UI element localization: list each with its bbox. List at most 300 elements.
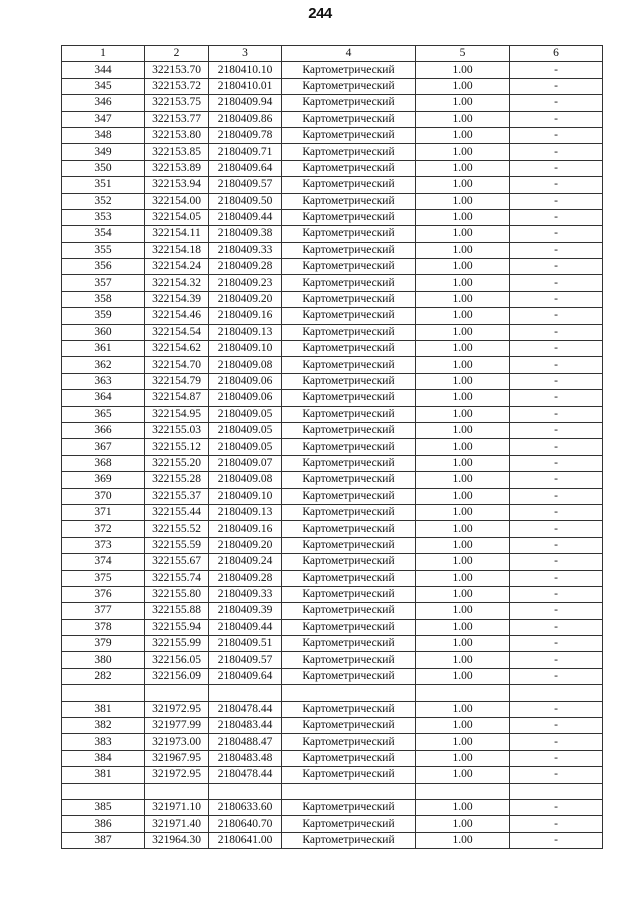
table-cell: - xyxy=(510,521,603,537)
table-cell: 348 xyxy=(62,127,145,143)
table-cell: 2180410.10 xyxy=(209,62,282,78)
table-cell: - xyxy=(510,750,603,766)
table-cell: 2180483.44 xyxy=(209,718,282,734)
table-cell: 1.00 xyxy=(416,406,510,422)
table-cell: 321967.95 xyxy=(145,750,209,766)
table-cell: Картометрический xyxy=(282,832,416,848)
table-cell: 322154.32 xyxy=(145,275,209,291)
table-row xyxy=(62,570,603,586)
table-row xyxy=(62,193,603,209)
table-row xyxy=(62,455,603,471)
table-cell: - xyxy=(510,406,603,422)
table-header-row xyxy=(62,46,603,62)
table-cell: 322155.52 xyxy=(145,521,209,537)
table-cell: 322154.95 xyxy=(145,406,209,422)
table-cell: 2180478.44 xyxy=(209,767,282,783)
table-cell: 383 xyxy=(62,734,145,750)
table-cell: 321964.30 xyxy=(145,832,209,848)
table-cell: 2180640.70 xyxy=(209,816,282,832)
table-cell: 2180641.00 xyxy=(209,832,282,848)
table-cell: 322156.09 xyxy=(145,668,209,684)
table-cell: 322153.75 xyxy=(145,95,209,111)
table-cell: 322154.62 xyxy=(145,341,209,357)
table-cell: 282 xyxy=(62,668,145,684)
table-cell: Картометрический xyxy=(282,816,416,832)
table-cell: Картометрический xyxy=(282,619,416,635)
table-cell: 2180409.10 xyxy=(209,488,282,504)
table-cell: 347 xyxy=(62,111,145,127)
table-row xyxy=(62,734,603,750)
table-cell xyxy=(62,685,145,701)
table-cell: 1.00 xyxy=(416,619,510,635)
table-cell: 322153.89 xyxy=(145,160,209,176)
table-cell: Картометрический xyxy=(282,308,416,324)
table-cell: 374 xyxy=(62,554,145,570)
table-cell: 1.00 xyxy=(416,521,510,537)
table-cell: - xyxy=(510,242,603,258)
table-cell: 2180409.06 xyxy=(209,390,282,406)
table-cell: Картометрический xyxy=(282,160,416,176)
table-cell: 1.00 xyxy=(416,127,510,143)
table-cell: Картометрический xyxy=(282,586,416,602)
table-row xyxy=(62,127,603,143)
table-row xyxy=(62,422,603,438)
table-cell: 322155.94 xyxy=(145,619,209,635)
table-cell: Картометрический xyxy=(282,636,416,652)
table-cell: 2180409.39 xyxy=(209,603,282,619)
table-cell: Картометрический xyxy=(282,734,416,750)
table-cell: 1.00 xyxy=(416,78,510,94)
table-cell: 2180409.08 xyxy=(209,472,282,488)
column-header: 5 xyxy=(416,46,510,62)
table-cell: 322156.05 xyxy=(145,652,209,668)
table-cell: - xyxy=(510,373,603,389)
table-cell: 1.00 xyxy=(416,603,510,619)
table-cell: - xyxy=(510,127,603,143)
table-cell xyxy=(416,685,510,701)
table-cell: 322154.39 xyxy=(145,291,209,307)
table-cell: 2180409.94 xyxy=(209,95,282,111)
table-cell: - xyxy=(510,718,603,734)
table-cell: 321972.95 xyxy=(145,701,209,717)
table-cell: 322154.46 xyxy=(145,308,209,324)
table-cell: 2180478.44 xyxy=(209,701,282,717)
table-cell: 1.00 xyxy=(416,750,510,766)
column-header: 4 xyxy=(282,46,416,62)
table-cell: 2180409.08 xyxy=(209,357,282,373)
table-cell: 1.00 xyxy=(416,357,510,373)
table-cell: 376 xyxy=(62,586,145,602)
table-cell: 1.00 xyxy=(416,439,510,455)
table-cell: 1.00 xyxy=(416,816,510,832)
table-cell: 358 xyxy=(62,291,145,307)
table-row xyxy=(62,275,603,291)
table-cell: 321977.99 xyxy=(145,718,209,734)
table-cell: 1.00 xyxy=(416,144,510,160)
table-cell: Картометрический xyxy=(282,259,416,275)
table-cell: - xyxy=(510,701,603,717)
table-cell: 1.00 xyxy=(416,324,510,340)
table-cell: 322155.99 xyxy=(145,636,209,652)
table-row xyxy=(62,816,603,832)
table-cell: Картометрический xyxy=(282,177,416,193)
table-cell: 1.00 xyxy=(416,767,510,783)
table-row xyxy=(62,259,603,275)
table-cell: - xyxy=(510,799,603,815)
table-cell: 2180409.05 xyxy=(209,422,282,438)
table-cell: 1.00 xyxy=(416,734,510,750)
table-cell: Картометрический xyxy=(282,406,416,422)
table-cell: 2180409.16 xyxy=(209,521,282,537)
table-cell: 1.00 xyxy=(416,832,510,848)
column-header: 3 xyxy=(209,46,282,62)
table-cell: 344 xyxy=(62,62,145,78)
table-cell: 361 xyxy=(62,341,145,357)
table-cell: 368 xyxy=(62,455,145,471)
table-cell: - xyxy=(510,455,603,471)
table-cell: 2180633.60 xyxy=(209,799,282,815)
table-row xyxy=(62,324,603,340)
table-cell: - xyxy=(510,308,603,324)
table-cell: 1.00 xyxy=(416,455,510,471)
table-cell: - xyxy=(510,209,603,225)
table-row xyxy=(62,209,603,225)
table-row xyxy=(62,488,603,504)
table-cell: 1.00 xyxy=(416,111,510,127)
table-cell: 322153.94 xyxy=(145,177,209,193)
table-cell: 352 xyxy=(62,193,145,209)
table-row xyxy=(62,78,603,94)
table-row xyxy=(62,144,603,160)
table-row xyxy=(62,226,603,242)
table-cell: 385 xyxy=(62,799,145,815)
table-cell: 357 xyxy=(62,275,145,291)
table-cell: 1.00 xyxy=(416,390,510,406)
table-row xyxy=(62,308,603,324)
table-cell: - xyxy=(510,472,603,488)
table-cell: 1.00 xyxy=(416,554,510,570)
table-cell: 2180409.20 xyxy=(209,537,282,553)
table-cell: Картометрический xyxy=(282,144,416,160)
table-cell: 2180409.16 xyxy=(209,308,282,324)
table-cell: 322155.44 xyxy=(145,504,209,520)
table-row xyxy=(62,783,603,799)
table-cell: 322153.80 xyxy=(145,127,209,143)
table-cell: 2180409.13 xyxy=(209,324,282,340)
table-cell: 322155.28 xyxy=(145,472,209,488)
table-cell: - xyxy=(510,554,603,570)
table-cell: Картометрический xyxy=(282,291,416,307)
table-cell: 322153.72 xyxy=(145,78,209,94)
table-cell: 2180409.28 xyxy=(209,570,282,586)
table-cell: - xyxy=(510,504,603,520)
table-cell: Картометрический xyxy=(282,341,416,357)
table-cell: - xyxy=(510,275,603,291)
table-cell: 321971.10 xyxy=(145,799,209,815)
table-cell: - xyxy=(510,144,603,160)
table-cell xyxy=(145,685,209,701)
table-cell: 2180409.86 xyxy=(209,111,282,127)
table-cell: 322154.70 xyxy=(145,357,209,373)
table-cell: 1.00 xyxy=(416,160,510,176)
table-cell: Картометрический xyxy=(282,603,416,619)
table-cell xyxy=(416,783,510,799)
table-cell: Картометрический xyxy=(282,537,416,553)
table-cell: 381 xyxy=(62,701,145,717)
table-cell: 354 xyxy=(62,226,145,242)
table-cell: Картометрический xyxy=(282,504,416,520)
table-cell: 363 xyxy=(62,373,145,389)
table-cell: - xyxy=(510,160,603,176)
table-cell: 378 xyxy=(62,619,145,635)
table-cell: 1.00 xyxy=(416,472,510,488)
table-cell: 387 xyxy=(62,832,145,848)
table-cell: - xyxy=(510,668,603,684)
table-cell: 322155.88 xyxy=(145,603,209,619)
table-cell: 381 xyxy=(62,767,145,783)
table-cell: - xyxy=(510,341,603,357)
table-row xyxy=(62,62,603,78)
table-row xyxy=(62,619,603,635)
table-cell: 2180409.64 xyxy=(209,160,282,176)
table-cell: - xyxy=(510,390,603,406)
column-header: 6 xyxy=(510,46,603,62)
table-cell: 1.00 xyxy=(416,570,510,586)
table-cell: 356 xyxy=(62,259,145,275)
table-cell: Картометрический xyxy=(282,668,416,684)
table-cell xyxy=(145,783,209,799)
table-cell: 2180409.07 xyxy=(209,455,282,471)
table-row xyxy=(62,537,603,553)
table-cell: 2180409.64 xyxy=(209,668,282,684)
table-cell: 379 xyxy=(62,636,145,652)
table-cell: Картометрический xyxy=(282,652,416,668)
table-cell: - xyxy=(510,62,603,78)
table-cell: 1.00 xyxy=(416,652,510,668)
table-cell: 1.00 xyxy=(416,291,510,307)
table-cell: 322153.77 xyxy=(145,111,209,127)
table-cell: 386 xyxy=(62,816,145,832)
table-cell: 1.00 xyxy=(416,275,510,291)
table-cell: - xyxy=(510,111,603,127)
table-row xyxy=(62,373,603,389)
table-cell: Картометрический xyxy=(282,62,416,78)
table-cell: 322154.11 xyxy=(145,226,209,242)
table-cell: 322155.59 xyxy=(145,537,209,553)
table-cell: 1.00 xyxy=(416,95,510,111)
table-cell: Картометрический xyxy=(282,242,416,258)
table-cell: - xyxy=(510,734,603,750)
table-cell: 365 xyxy=(62,406,145,422)
table-cell: 1.00 xyxy=(416,422,510,438)
table-cell: 1.00 xyxy=(416,308,510,324)
table-cell: 322155.80 xyxy=(145,586,209,602)
table-cell: - xyxy=(510,439,603,455)
table-cell: Картометрический xyxy=(282,750,416,766)
table-cell: 1.00 xyxy=(416,242,510,258)
table-row xyxy=(62,636,603,652)
table-cell: 2180409.71 xyxy=(209,144,282,160)
table-cell: 2180409.38 xyxy=(209,226,282,242)
table-cell: 2180409.57 xyxy=(209,177,282,193)
table-row xyxy=(62,111,603,127)
table-cell: 1.00 xyxy=(416,718,510,734)
table-cell: Картометрический xyxy=(282,95,416,111)
table-cell: 353 xyxy=(62,209,145,225)
table-cell: 366 xyxy=(62,422,145,438)
table-cell: Картометрический xyxy=(282,439,416,455)
table-cell: 377 xyxy=(62,603,145,619)
table-cell: - xyxy=(510,95,603,111)
table-cell: 355 xyxy=(62,242,145,258)
table-cell xyxy=(282,685,416,701)
table-cell xyxy=(62,783,145,799)
table-cell: 2180409.50 xyxy=(209,193,282,209)
table-cell: Картометрический xyxy=(282,78,416,94)
table-cell: Картометрический xyxy=(282,127,416,143)
table-row xyxy=(62,472,603,488)
table-cell: 2180483.48 xyxy=(209,750,282,766)
table-cell: 321972.95 xyxy=(145,767,209,783)
table-cell: Картометрический xyxy=(282,390,416,406)
table-cell: - xyxy=(510,78,603,94)
table-cell: Картометрический xyxy=(282,767,416,783)
table-cell: - xyxy=(510,537,603,553)
table-cell: 2180488.47 xyxy=(209,734,282,750)
table-cell: Картометрический xyxy=(282,701,416,717)
table-cell: 1.00 xyxy=(416,586,510,602)
table-row xyxy=(62,832,603,848)
table-cell: 367 xyxy=(62,439,145,455)
table-cell: Картометрический xyxy=(282,455,416,471)
table-cell: - xyxy=(510,816,603,832)
table-cell: 1.00 xyxy=(416,62,510,78)
table-cell: - xyxy=(510,636,603,652)
table-cell xyxy=(510,783,603,799)
table-cell: - xyxy=(510,291,603,307)
table-cell: 322154.87 xyxy=(145,390,209,406)
table-cell: - xyxy=(510,652,603,668)
table-cell xyxy=(282,783,416,799)
table-cell: 322154.18 xyxy=(145,242,209,258)
table-cell: 351 xyxy=(62,177,145,193)
table-cell: 1.00 xyxy=(416,177,510,193)
table-row xyxy=(62,799,603,815)
table-cell: Картометрический xyxy=(282,226,416,242)
table-cell: 345 xyxy=(62,78,145,94)
table-row xyxy=(62,439,603,455)
table-cell: - xyxy=(510,177,603,193)
table-cell: 322154.79 xyxy=(145,373,209,389)
table-cell: 1.00 xyxy=(416,488,510,504)
table-row xyxy=(62,406,603,422)
table-cell: 2180409.10 xyxy=(209,341,282,357)
table-cell: - xyxy=(510,226,603,242)
table-cell: 322154.24 xyxy=(145,259,209,275)
table-cell: Картометрический xyxy=(282,373,416,389)
table-cell: 2180410.01 xyxy=(209,78,282,94)
table-row xyxy=(62,718,603,734)
table-cell: 349 xyxy=(62,144,145,160)
table-cell: Картометрический xyxy=(282,554,416,570)
table-row xyxy=(62,242,603,258)
table-cell: Картометрический xyxy=(282,324,416,340)
table-cell: Картометрический xyxy=(282,193,416,209)
table-cell: 1.00 xyxy=(416,341,510,357)
table-cell: Картометрический xyxy=(282,422,416,438)
table-cell: 346 xyxy=(62,95,145,111)
table-cell: 384 xyxy=(62,750,145,766)
table-cell: 1.00 xyxy=(416,668,510,684)
table-row xyxy=(62,767,603,783)
table-cell: - xyxy=(510,488,603,504)
table-cell: 2180409.06 xyxy=(209,373,282,389)
table-cell: - xyxy=(510,603,603,619)
table-row xyxy=(62,357,603,373)
table-cell: 359 xyxy=(62,308,145,324)
table-cell xyxy=(510,685,603,701)
table-cell: - xyxy=(510,357,603,373)
table-row xyxy=(62,701,603,717)
table-row xyxy=(62,177,603,193)
coordinates-table xyxy=(61,45,603,849)
table-cell: 1.00 xyxy=(416,537,510,553)
page-number: 244 xyxy=(308,5,332,22)
table-cell: Картометрический xyxy=(282,488,416,504)
table-cell: Картометрический xyxy=(282,209,416,225)
table-cell: 364 xyxy=(62,390,145,406)
table-row xyxy=(62,668,603,684)
table-cell: 322153.85 xyxy=(145,144,209,160)
table-cell: 2180409.57 xyxy=(209,652,282,668)
table-cell: 1.00 xyxy=(416,701,510,717)
table-cell: 1.00 xyxy=(416,373,510,389)
table-row xyxy=(62,554,603,570)
table-cell: Картометрический xyxy=(282,111,416,127)
table-cell: 1.00 xyxy=(416,504,510,520)
table-body xyxy=(62,62,603,849)
table-cell: 2180409.78 xyxy=(209,127,282,143)
table-cell: 322155.67 xyxy=(145,554,209,570)
table-cell: 2180409.44 xyxy=(209,619,282,635)
table-cell: 2180409.23 xyxy=(209,275,282,291)
table-row xyxy=(62,95,603,111)
table-cell: Картометрический xyxy=(282,472,416,488)
table-cell: - xyxy=(510,619,603,635)
table-cell: Картометрический xyxy=(282,718,416,734)
table-cell: 322155.20 xyxy=(145,455,209,471)
table-cell: - xyxy=(510,570,603,586)
table-cell: 1.00 xyxy=(416,209,510,225)
table-cell: 321973.00 xyxy=(145,734,209,750)
table-row xyxy=(62,685,603,701)
table-cell: 1.00 xyxy=(416,193,510,209)
table-cell: - xyxy=(510,324,603,340)
table-cell: Картометрический xyxy=(282,570,416,586)
table-cell: 2180409.33 xyxy=(209,242,282,258)
table-cell xyxy=(209,783,282,799)
table-cell: 2180409.05 xyxy=(209,406,282,422)
table-cell: 1.00 xyxy=(416,636,510,652)
table-row xyxy=(62,504,603,520)
table-cell: 1.00 xyxy=(416,799,510,815)
table-cell: 2180409.33 xyxy=(209,586,282,602)
table-cell: - xyxy=(510,422,603,438)
table-cell: Картометрический xyxy=(282,357,416,373)
table-row xyxy=(62,750,603,766)
table-cell: - xyxy=(510,832,603,848)
table-row xyxy=(62,603,603,619)
